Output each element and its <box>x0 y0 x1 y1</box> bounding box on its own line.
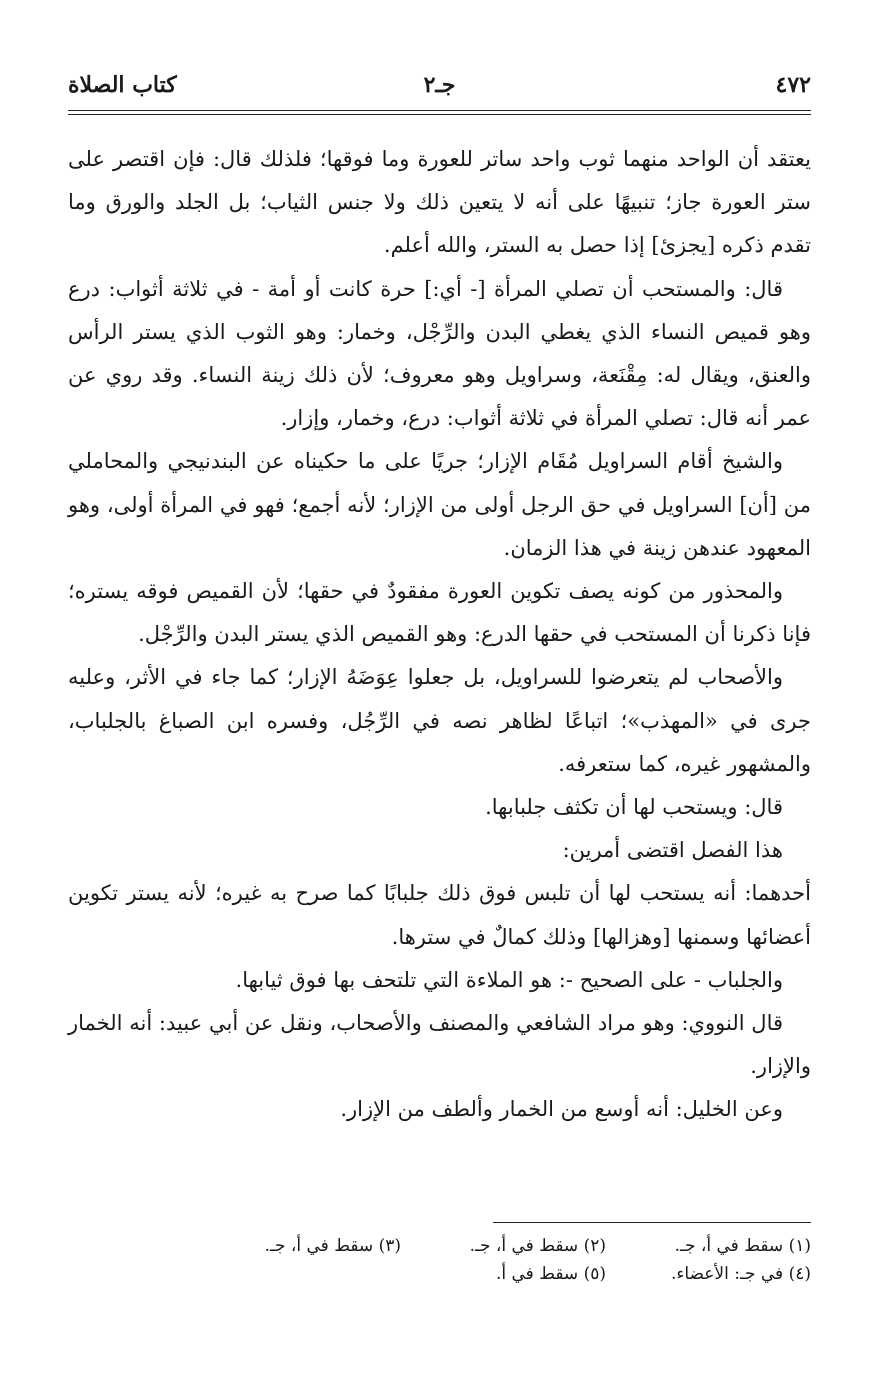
paragraph: قال: والمستحب أن تصلي المرأة [- أي:] حرة كانت أو أمة - في ثلاثة أثواب: درع وهو قميص النساء الذي يغطي البدن والرِّجْل، وخمار: وهو الثوب الذي يستر الرأس والعنق، ويقال له: مِقْنَعة، وسراويل وهو معروف؛ لأن ذلك زينة النساء. وقد روي عن عمر أنه قال: تصلي المرأة في ثلاثة أثواب: درع، وخمار، وإزار. <box>68 276 811 431</box>
paragraph: يعتقد أن الواحد منهما ثوب واحد ساتر للعورة وما فوقها؛ فلذلك قال: فإن اقتصر على ستر العورة جاز؛ تنبيهًا على أنه لا يتعين ذلك ولا جنس الثياب؛ بل الجلد والورق وما تقدم ذكره [يجزئ] إذا حصل به الستر، والله أعلم. <box>68 147 811 258</box>
paragraph: قال النووي: وهو مراد الشافعي والمصنف والأصحاب، ونقل عن أبي عبيد: أنه الخمار والإزار. <box>68 1011 811 1079</box>
footnote-rule <box>493 1222 811 1223</box>
footnote: (٤) في جـ: الأعضاء. <box>670 1264 811 1284</box>
paragraph: هذا الفصل اقتضى أمرين: <box>562 838 783 863</box>
running-header <box>68 70 811 100</box>
footnote: (٢) سقط في أ، جـ. <box>469 1236 606 1256</box>
paragraph: أحدهما: أنه يستحب لها أن تلبس فوق ذلك جلبابًا كما صرح به غيره؛ لأنه يستر تكوين أعضائها وسمنها [وهزالها] وذلك كمالٌ في سترها. <box>68 881 811 949</box>
main-text <box>68 138 811 1132</box>
book-title: كتاب الصلاة <box>68 72 177 98</box>
paragraph: والأصحاب لم يتعرضوا للسراويل، بل جعلوا عِوَضَهُ الإزار؛ كما جاء في الأثر، وعليه جرى في «المهذب»؛ اتباعًا لظاهر نصه في الرِّجُل، وفسره ابن الصباغ بالجلباب، والمشهور غيره، كما ستعرفه. <box>68 665 811 776</box>
footnotes <box>68 1232 811 1288</box>
paragraph: والشيخ أقام السراويل مُقَام الإزار؛ جريًا على ما حكيناه عن البندنيجي والمحاملي من [أن] السراويل في حق الرجل أولى من الإزار؛ لأنه أجمع؛ فهو في المرأة أولى، وهو المعهود عندهن زينة في هذا الزمان. <box>68 449 811 560</box>
paragraph: والمحذور من كونه يصف تكوين العورة مفقودٌ في حقها؛ لأن القميص فوقه يستره؛ فإنا ذكرنا أن المستحب في حقها الدرع: وهو القميص الذي يستر البدن والرِّجْل. <box>68 579 811 647</box>
paragraph: قال: ويستحب لها أن تكثف جلبابها. <box>485 795 783 820</box>
header-rule <box>68 110 811 115</box>
paragraph: وعن الخليل: أنه أوسع من الخمار وألطف من الإزار. <box>340 1097 783 1122</box>
footnote: (١) سقط في أ، جـ. <box>674 1236 811 1256</box>
footnote-row <box>68 1260 811 1288</box>
footnote-row <box>68 1232 811 1260</box>
footnote: (٣) سقط في أ، جـ. <box>264 1236 401 1256</box>
page-number: ٤٧٢ <box>775 72 811 98</box>
volume-label: جـ٢ <box>423 72 456 98</box>
footnote: (٥) سقط في أ. <box>495 1264 606 1284</box>
paragraph: والجلباب - على الصحيح -: هو الملاءة التي تلتحف بها فوق ثيابها. <box>235 967 783 992</box>
